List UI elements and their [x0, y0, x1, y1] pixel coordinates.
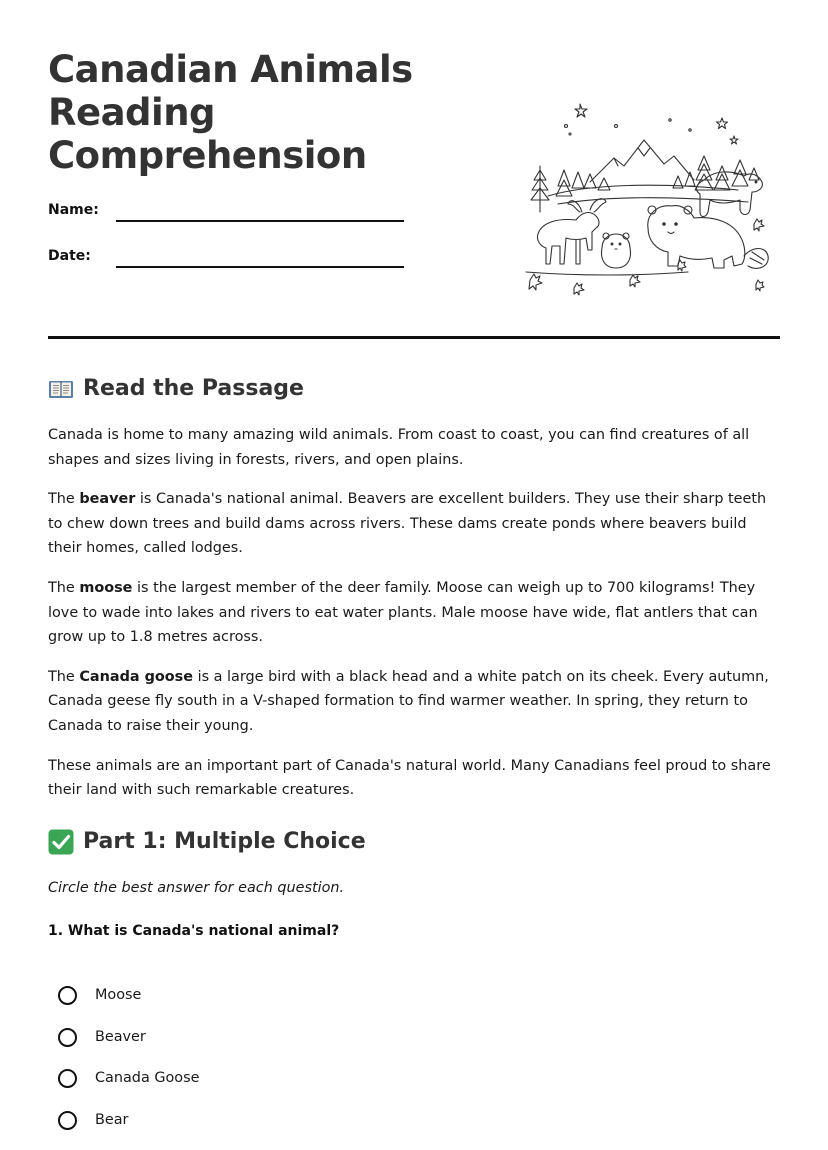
- date-label: Date:: [48, 246, 91, 266]
- passage-text: The: [48, 669, 79, 685]
- passage-paragraph: [48, 423, 780, 472]
- header-divider: [48, 336, 780, 339]
- passage-text: Canada is home to many amazing wild animals. From coast to coast, you can find creatures of all shapes and sizes living in forests, rivers, and open plains.: [48, 427, 749, 468]
- radio-button[interactable]: [58, 1028, 77, 1047]
- page-title: [48, 48, 428, 177]
- option-label: Moose: [95, 984, 141, 1006]
- part1-section-title: [48, 828, 366, 856]
- open-book-icon: [48, 376, 74, 402]
- canadian-animals-illustration: [518, 100, 770, 300]
- option-label: Beaver: [95, 1026, 146, 1048]
- date-underline[interactable]: [116, 266, 404, 268]
- name-underline[interactable]: [116, 220, 404, 222]
- instructions-text: Circle the best answer for each question.: [48, 877, 344, 899]
- title-line-3: Comprehension: [48, 134, 367, 177]
- answer-option[interactable]: [58, 1109, 458, 1150]
- option-label: Canada Goose: [95, 1067, 199, 1089]
- moose-icon: [537, 199, 606, 264]
- sparkles-icon: [565, 104, 739, 144]
- passage-text: is the largest member of the deer family. Moose can weigh up to 700 kilograms! They love to wade into lakes and rivers to eat water plants. Male moose have wide, flat antlers that can grow up to 1.8 metres across.: [48, 580, 758, 645]
- worksheet-page: [48, 0, 780, 1118]
- passage-text: The: [48, 491, 79, 507]
- passage-text: These animals are an important part of Canada's natural world. Many Canadians feel proud to share their land with such remarkable creatures.: [48, 758, 771, 799]
- key-term: beaver: [79, 491, 135, 507]
- ground-line: [526, 272, 688, 275]
- radio-button[interactable]: [58, 1111, 77, 1130]
- title-line-2: Reading: [48, 91, 215, 134]
- passage-section-title: [48, 375, 304, 403]
- name-label: Name:: [48, 200, 99, 220]
- passage-text: The: [48, 580, 79, 596]
- passage-paragraph: [48, 576, 780, 650]
- part1-title-text: Part 1: Multiple Choice: [83, 828, 366, 856]
- title-line-1: Canadian Animals: [48, 48, 413, 91]
- pine-trees-icon: [531, 156, 759, 212]
- check-mark-icon: [48, 829, 74, 855]
- reading-passage: [48, 423, 780, 818]
- answer-option[interactable]: [58, 984, 458, 1026]
- bear-cub-icon: [602, 233, 631, 268]
- answer-option[interactable]: [58, 1067, 458, 1109]
- passage-paragraph: [48, 665, 780, 739]
- bear-icon: [648, 206, 745, 268]
- passage-text: is a large bird with a black head and a white patch on its cheek. Every autumn, Canada geese fly south in a V-shaped formation to find warmer weather. In spring, they return to Canada to raise their young.: [48, 669, 769, 734]
- radio-button[interactable]: [58, 1069, 77, 1088]
- answer-option[interactable]: [58, 1026, 458, 1068]
- passage-paragraph: [48, 754, 780, 803]
- passage-text: is Canada's national animal. Beavers are excellent builders. They use their sharp teeth to chew down trees and build dams across rivers. These dams create ponds where beavers build their homes, called lodges.: [48, 491, 766, 556]
- passage-title-text: Read the Passage: [83, 375, 304, 403]
- passage-paragraph: [48, 487, 780, 561]
- name-field[interactable]: [48, 200, 408, 224]
- key-term: Canada goose: [79, 669, 193, 685]
- question-1: 1. What is Canada's national animal?: [48, 920, 339, 942]
- worksheet-header: [48, 48, 780, 308]
- beaver-tail-icon: [744, 249, 768, 269]
- answer-options: [58, 984, 458, 1150]
- radio-button[interactable]: [58, 986, 77, 1005]
- option-label: Bear: [95, 1109, 128, 1131]
- key-term: moose: [79, 580, 132, 596]
- date-field[interactable]: [48, 246, 408, 270]
